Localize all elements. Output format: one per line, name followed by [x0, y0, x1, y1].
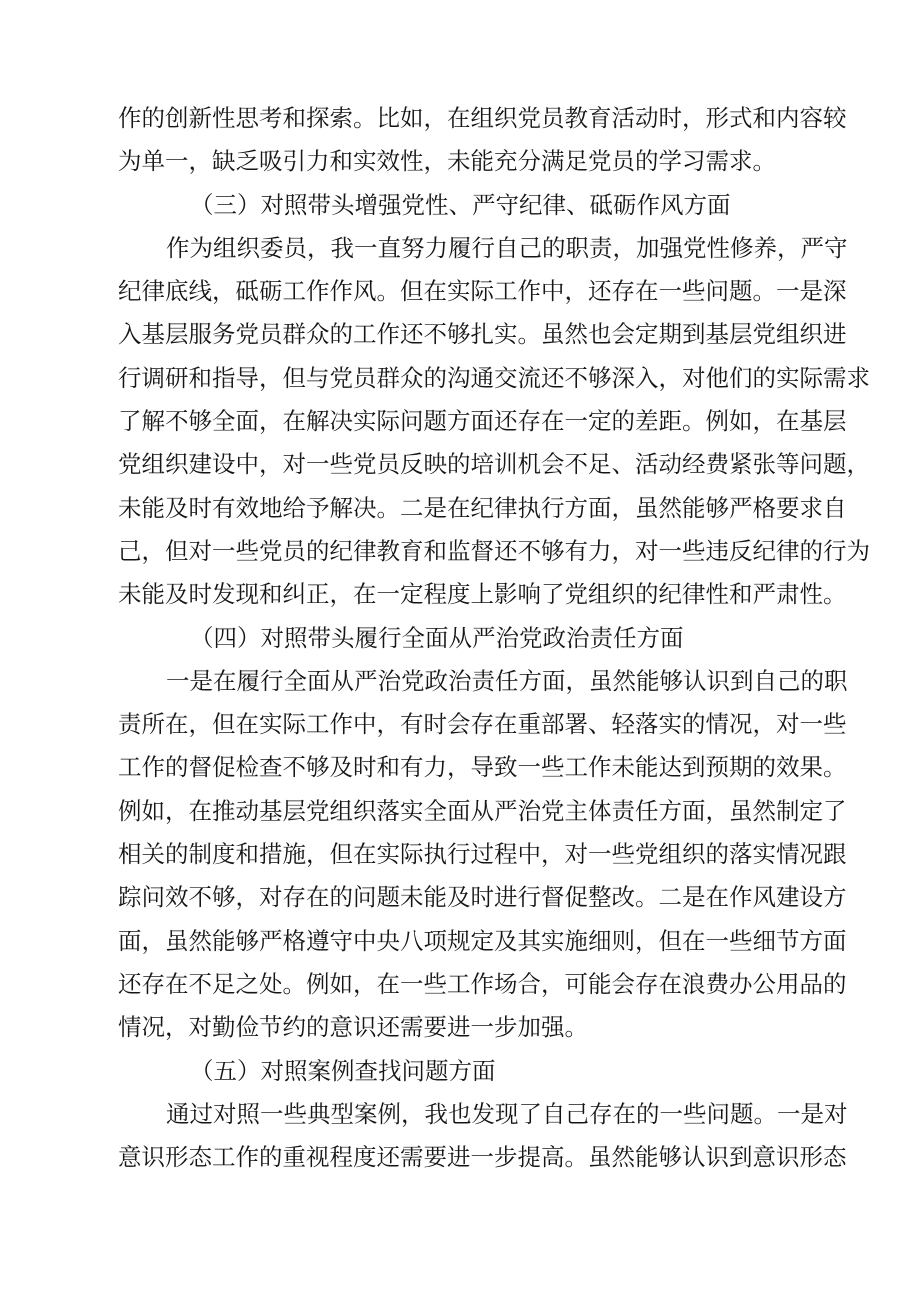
text-line: 作的创新性思考和探索。比如，在组织党员教育活动时，形式和内容较: [118, 104, 847, 132]
text-line: 情况，对勤俭节约的意识还需要进一步加强。: [118, 1013, 588, 1042]
paragraph-first-line: 作为组织委员，我一直努力履行自己的职责，加强党性修养，严守: [166, 233, 848, 262]
section-heading: （四）对照带头履行全面从严治党政治责任方面: [190, 623, 684, 652]
text-line: 为单一，缺乏吸引力和实效性，未能充分满足党员的学习需求。: [118, 147, 776, 176]
document-page: [118, 97, 870, 1179]
section-heading: （五）对照案例查找问题方面: [190, 1056, 496, 1085]
text-line: 未能及时有效地给予解决。二是在纪律执行方面，虽然能够严格要求自: [118, 493, 847, 522]
text-line: 党组织建设中，对一些党员反映的培训机会不足、活动经费紧张等问题，: [118, 450, 870, 479]
text-line: 踪问效不够，对存在的问题未能及时进行督促整改。二是在作风建设方: [118, 883, 847, 912]
text-line: 未能及时发现和纠正，在一定程度上影响了党组织的纪律性和严肃性。: [118, 580, 847, 609]
paragraph-first-line: 一是在履行全面从严治党政治责任方面，虽然能够认识到自己的职: [166, 666, 848, 695]
text-line: 工作的督促检查不够及时和有力，导致一些工作未能达到预期的效果。: [118, 753, 847, 782]
paragraph-first-line: 通过对照一些典型案例，我也发现了自己存在的一些问题。一是对: [166, 1099, 848, 1128]
text-line: 相关的制度和措施，但在实际执行过程中，对一些党组织的落实情况跟: [118, 840, 847, 869]
section-heading: （三）对照带头增强党性、严守纪律、砥砺作风方面: [190, 190, 731, 219]
text-line: 还存在不足之处。例如，在一些工作场合，可能会存在浪费办公用品的: [118, 969, 847, 998]
text-line: 纪律底线，砥砺工作作风。但在实际工作中，还存在一些问题。一是深: [118, 277, 847, 306]
text-line: 意识形态工作的重视程度还需要进一步提高。虽然能够认识到意识形态: [118, 1143, 847, 1172]
text-line: 行调研和指导，但与党员群众的沟通交流还不够深入，对他们的实际需求: [118, 363, 870, 392]
text-line: 面，虽然能够严格遵守中央八项规定及其实施细则，但在一些细节方面: [118, 926, 847, 955]
text-line: 入基层服务党员群众的工作还不够扎实。虽然也会定期到基层党组织进: [118, 320, 847, 349]
text-line: 责所在，但在实际工作中，有时会存在重部署、轻落实的情况，对一些: [118, 710, 847, 739]
text-line: 己，但对一些党员的纪律教育和监督还不够有力，对一些违反纪律的行为: [118, 536, 870, 565]
text-line: 了解不够全面，在解决实际问题方面还存在一定的差距。例如，在基层: [118, 407, 847, 436]
text-line: 例如，在推动基层党组织落实全面从严治党主体责任方面，虽然制定了: [118, 796, 847, 825]
